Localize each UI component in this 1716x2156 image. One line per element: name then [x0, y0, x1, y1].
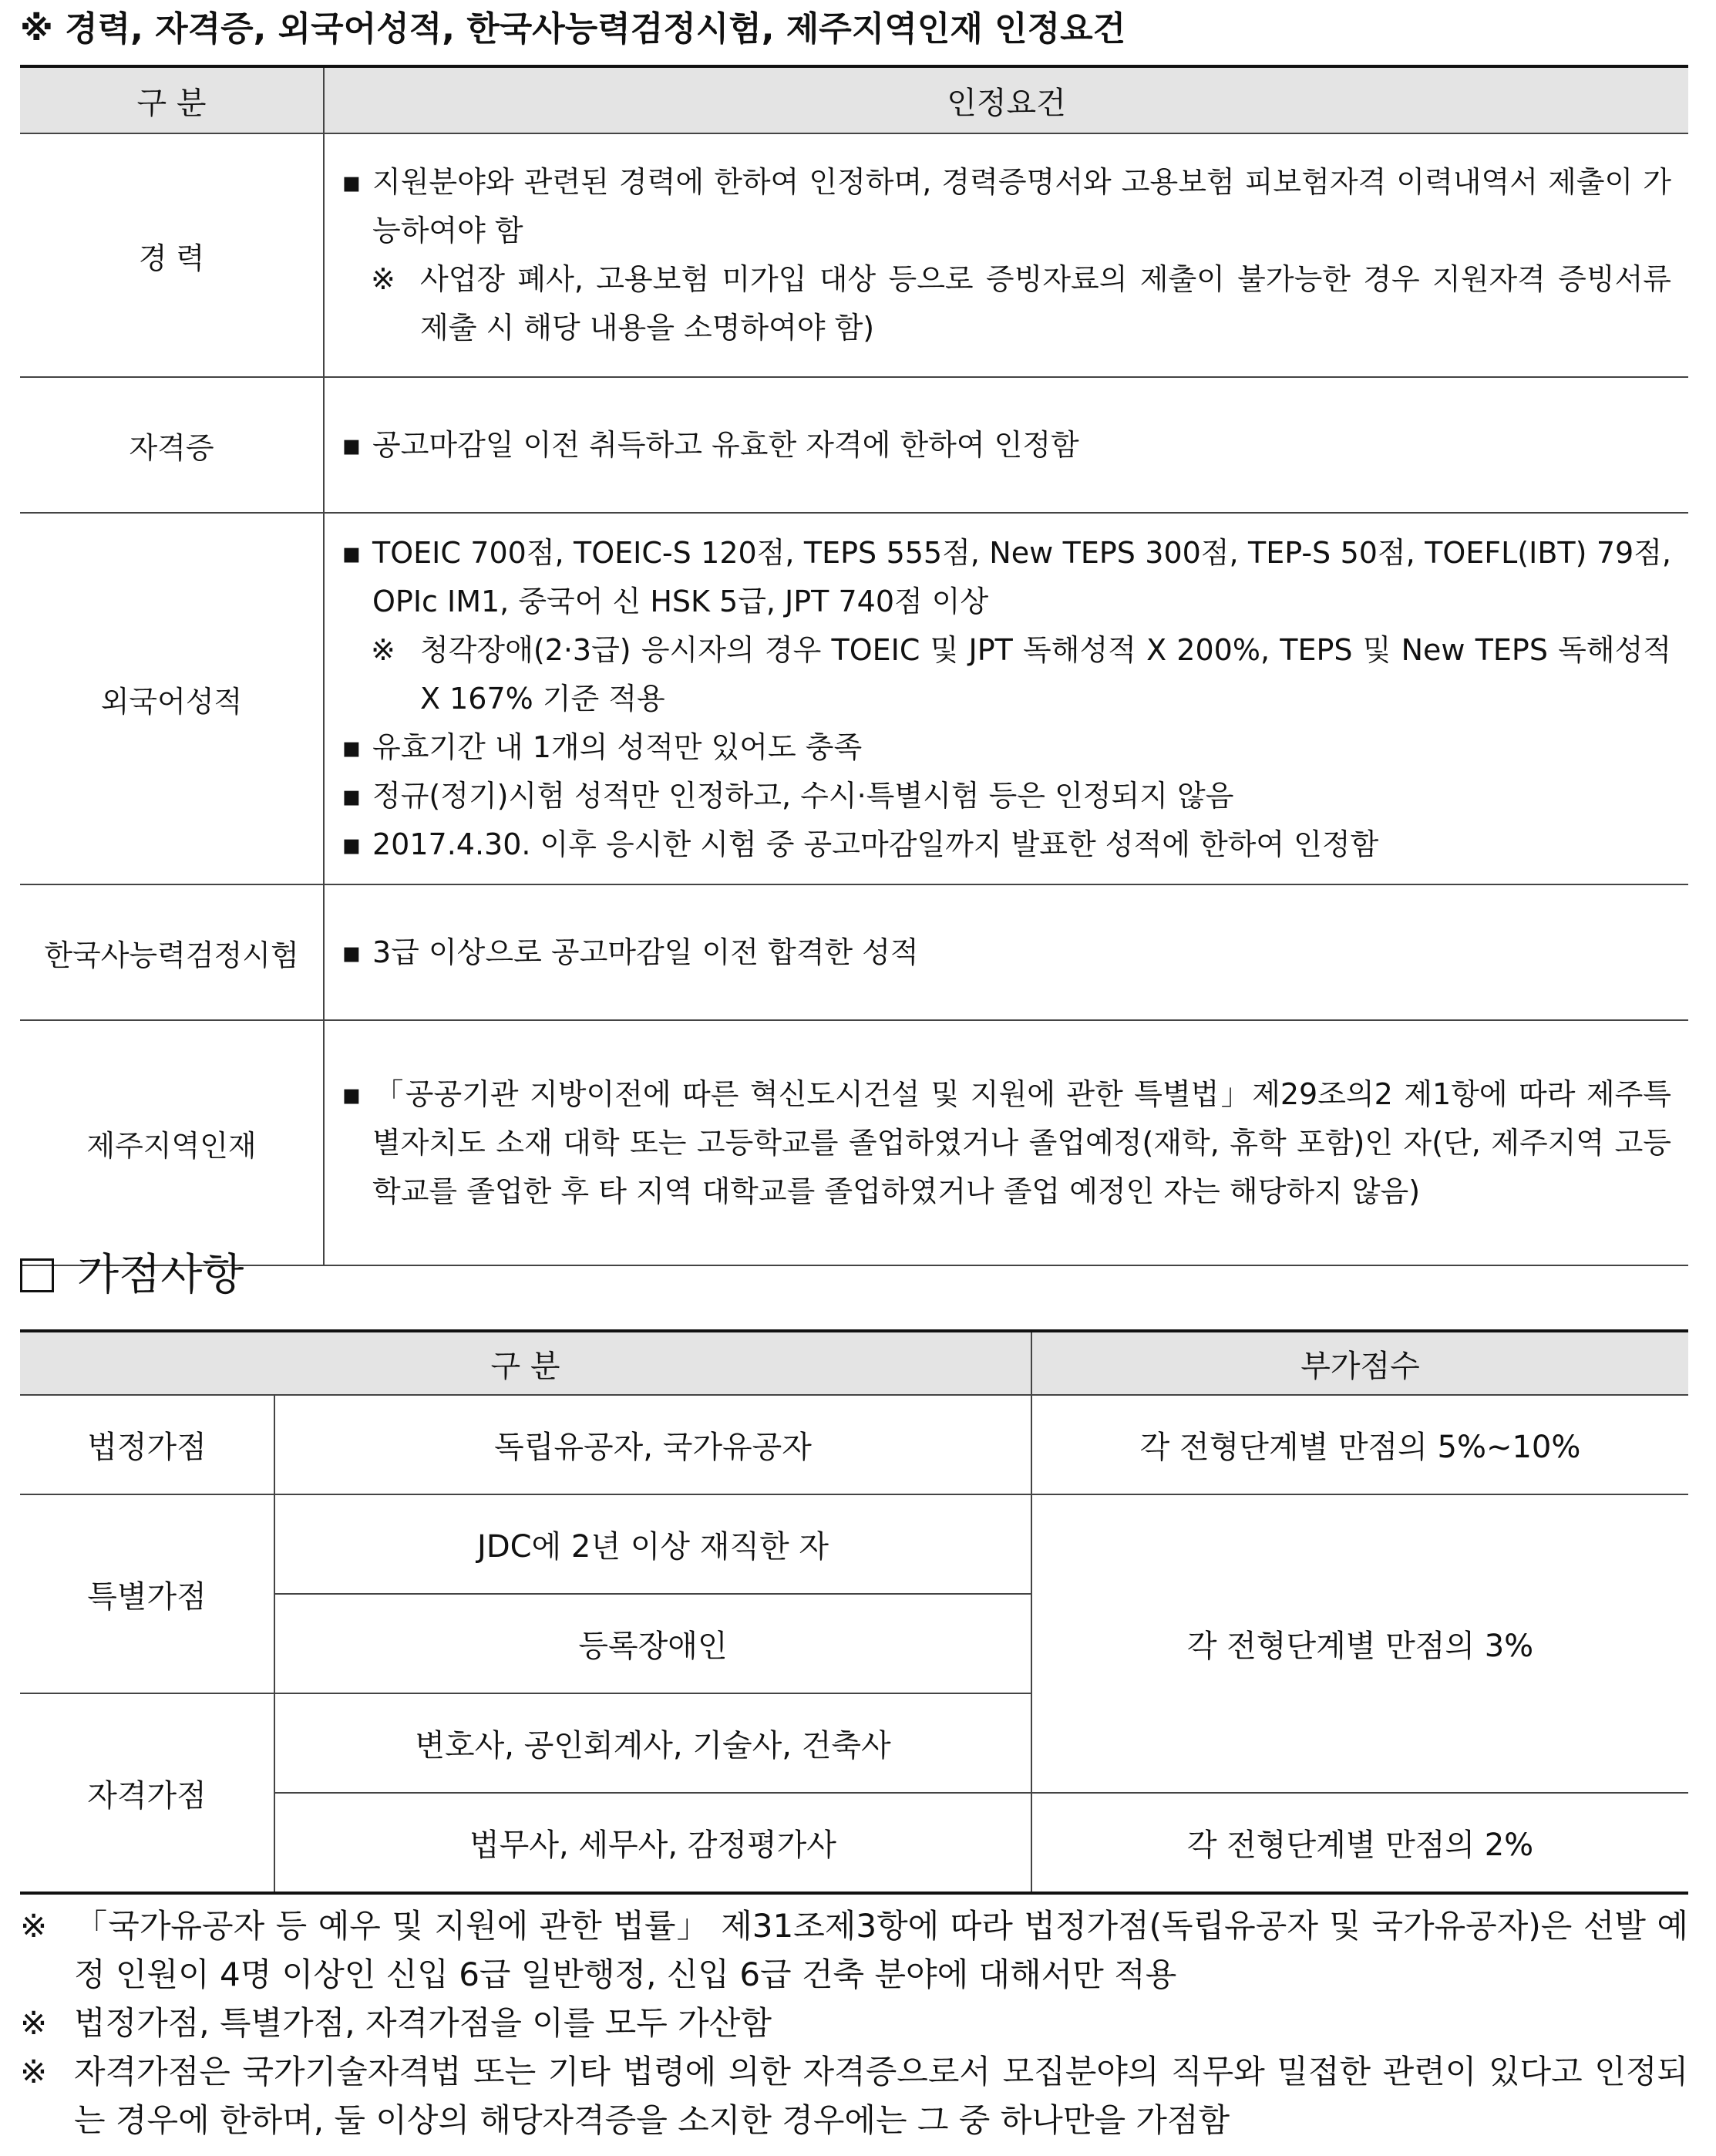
section-title-bonus-points: 가점사항 [77, 1250, 244, 1300]
header-requirements: 인정요건 [324, 66, 1688, 133]
item-label: 독립유공자, 국가유공자 [274, 1395, 1031, 1494]
table-row [20, 884, 1688, 1020]
note-marker: ※ [371, 632, 395, 667]
item-label: 법무사, 세무사, 감정평가사 [274, 1793, 1031, 1893]
note-marker: ※ [20, 2053, 48, 2090]
footnote-item [20, 2047, 1688, 2144]
row-requirements [324, 1020, 1688, 1265]
header-category: 구 분 [20, 66, 324, 133]
row-category: 외국어성적 [20, 513, 324, 884]
note-item [342, 626, 1671, 723]
bullet-text: 유효기간 내 1개의 성적만 있어도 충족 [372, 729, 863, 764]
section-title-requirements: ※ 경력, 자격증, 외국어성적, 한국사능력검정시험, 제주지역인재 인정요건 [20, 9, 1126, 49]
item-label: 변호사, 공인회계사, 기술사, 건축사 [274, 1693, 1031, 1793]
bullet-marker: ▪ [342, 778, 362, 813]
bullet-marker: ▪ [342, 1076, 362, 1111]
row-category: 자격증 [20, 377, 324, 513]
row-category: 경 력 [20, 133, 324, 377]
table-header-row [20, 66, 1688, 133]
table-header-row [20, 1331, 1688, 1395]
group-label: 자격가점 [20, 1693, 274, 1893]
note-text: 자격가점은 국가기술자격법 또는 기타 법령에 의한 자격증으로서 모집분야의 직무와 밀접한 관련이 있다고 인정되는 경우에 한하며, 둘 이상의 해당자격증을 소지한 경우에는 그 중 하나만을 가점함 [74, 2053, 1688, 2139]
row-requirements [324, 513, 1688, 884]
note-marker: ※ [371, 262, 395, 296]
note-text: 법정가점, 특별가점, 자격가점을 이를 모두 가산함 [74, 2004, 772, 2042]
footnote-item [20, 1999, 1688, 2047]
empty-square-icon [20, 1258, 54, 1292]
group-label: 특별가점 [20, 1494, 274, 1693]
table-row [20, 133, 1688, 377]
bullet-text: 지원분야와 관련된 경력에 한하여 인정하며, 경력증명서와 고용보험 피보험자격 이력내역서 제출이 가능하여야 함 [372, 165, 1671, 248]
table-row [20, 1020, 1688, 1265]
note-text: 「국가유공자 등 예우 및 지원에 관한 법률」 제31조제3항에 따라 법정가점(독립유공자 및 국가유공자)은 선발 예정 인원이 4명 이상인 신입 6급 일반행정, 신입 6급 건축 분야에 대해서만 적용 [74, 1907, 1688, 1993]
bullet-item [342, 421, 1671, 470]
bullet-marker: ▪ [342, 165, 362, 199]
table-row [20, 513, 1688, 884]
row-category: 제주지역인재 [20, 1020, 324, 1265]
footnotes [20, 1902, 1688, 2144]
note-text: 청각장애(2·3급) 응시자의 경우 TOEIC 및 JPT 독해성적 X 200%, TEPS 및 New TEPS 독해성적 X 167% 기준 적용 [420, 632, 1671, 716]
header-category: 구 분 [20, 1331, 1031, 1395]
bullet-item [342, 1070, 1671, 1216]
header-bonus-points: 부가점수 [1031, 1331, 1688, 1395]
footnote-item [20, 1902, 1688, 1999]
points-value: 각 전형단계별 만점의 2% [1031, 1793, 1688, 1893]
bullet-text: 정규(정기)시험 성적만 인정하고, 수시·특별시험 등은 인정되지 않음 [372, 778, 1234, 813]
points-value: 각 전형단계별 만점의 3% [1031, 1494, 1688, 1793]
item-label: JDC에 2년 이상 재직한 자 [274, 1494, 1031, 1594]
item-label: 등록장애인 [274, 1594, 1031, 1693]
bullet-marker: ▪ [342, 535, 362, 570]
table-row [20, 1494, 1688, 1594]
bullet-text: TOEIC 700점, TOEIC-S 120점, TEPS 555점, New TEPS 300점, TEP-S 50점, TOEFL(IBT) 79점, OPIc IM1, 중국어 신 HSK 5급, JPT 740점 이상 [372, 535, 1671, 618]
table-row [20, 377, 1688, 513]
bullet-item [342, 723, 1671, 772]
row-category: 한국사능력검정시험 [20, 884, 324, 1020]
row-requirements [324, 133, 1688, 377]
requirements-table [20, 65, 1688, 1266]
bullet-item [342, 158, 1671, 255]
bullet-item [342, 820, 1671, 869]
bullet-text: 3급 이상으로 공고마감일 이전 합격한 성적 [372, 935, 919, 969]
note-item [342, 255, 1671, 352]
bullet-item [342, 772, 1671, 820]
row-requirements [324, 884, 1688, 1020]
bullet-item [342, 529, 1671, 626]
note-marker: ※ [20, 2004, 48, 2042]
table-row [20, 1395, 1688, 1494]
bullet-text: 공고마감일 이전 취득하고 유효한 자격에 한하여 인정함 [372, 427, 1079, 462]
points-value: 각 전형단계별 만점의 5%~10% [1031, 1395, 1688, 1494]
bullet-text: 「공공기관 지방이전에 따른 혁신도시건설 및 지원에 관한 특별법」제29조의2 제1항에 따라 제주특별자치도 소재 대학 또는 고등학교를 졸업하였거나 졸업예정(재학, 휴학 포함)인 자(단, 제주지역 고등학교를 졸업한 후 타 지역 대학교를 졸업하였거나 졸업 예정인 자는 해당하지 않음) [372, 1076, 1671, 1208]
row-requirements [324, 377, 1688, 513]
bullet-item [342, 928, 1671, 977]
bullet-marker: ▪ [342, 935, 362, 969]
bullet-marker: ▪ [342, 427, 362, 462]
note-text: 사업장 폐사, 고용보험 미가입 대상 등으로 증빙자료의 제출이 불가능한 경우 지원자격 증빙서류 제출 시 해당 내용을 소명하여야 함) [420, 262, 1671, 345]
bullet-text: 2017.4.30. 이후 응시한 시험 중 공고마감일까지 발표한 성적에 한하여 인정함 [372, 827, 1379, 861]
bonus-points-table [20, 1329, 1688, 1895]
group-label: 법정가점 [20, 1395, 274, 1494]
bullet-marker: ▪ [342, 827, 362, 861]
bullet-marker: ▪ [342, 729, 362, 764]
note-marker: ※ [20, 1907, 48, 1945]
